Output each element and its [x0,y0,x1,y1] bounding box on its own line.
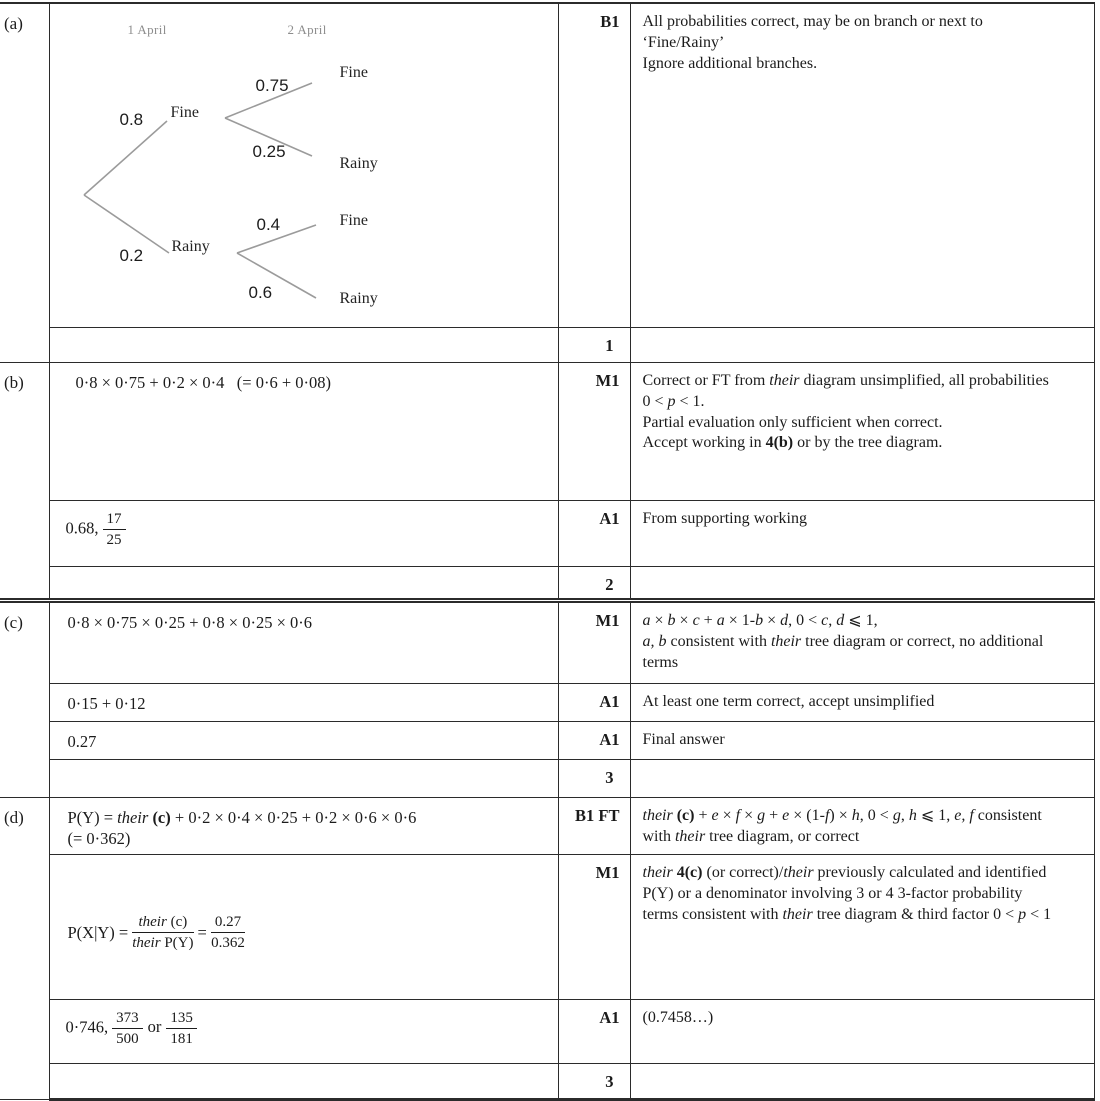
empty-comment-cell [630,328,1094,363]
tree-heading-2-april: 2 April [287,22,327,37]
fraction-027-over-0362: $\frac{0.27}{0.362}$ [211,913,245,951]
empty-working-cell [49,567,558,601]
answer-decimal: 0·746, [65,1017,109,1037]
empty-working-cell [49,760,558,798]
empty-comment-cell [630,760,1094,798]
prob-fine-fine: 0.75 [255,76,289,95]
mark-b-a1: A1 [558,501,630,567]
comment-c-a1a: At least one term correct, accept unsimplified [630,684,1094,722]
answer-decimal: 0.68, [65,518,99,538]
mark-c-a1b: A1 [558,722,630,760]
subtotal-d: 3 [558,1063,630,1099]
mark-d-a1: A1 [558,999,630,1063]
tree-diagram-cell [49,3,558,328]
mark-d-m1: M1 [558,855,630,1000]
prob-rainy: 0.2 [119,246,144,265]
working-b-a1 [49,501,558,567]
node-fine-fine: Fine [339,64,368,81]
fraction-135-181: $\frac{135}{181}$ [166,1009,197,1048]
part-label-c: (c) [0,601,49,798]
working-b-m1: 0·8 × 0·75 + 0·2 × 0·4 (= 0·6 + 0·08) [49,363,558,501]
mark-scheme-table [0,2,1095,1101]
working-d-b1: P(Y) = their (c) + 0·2 × 0·4 × 0·25 + 0·2 × 0·6 × 0·6 (= 0·362) [49,798,558,855]
working-c-m1: 0·8 × 0·75 × 0·25 + 0·8 × 0·25 × 0·6 [49,601,558,684]
node-rainy: Rainy [171,238,210,255]
empty-comment-cell [630,567,1094,601]
equation-lhs: P(X|Y) = [67,922,129,942]
comment-b-a1: From supporting working [630,501,1094,567]
fraction-373-500: $\frac{373}{500}$ [112,1009,143,1048]
mark-d-b1: B1 FT [558,798,630,855]
working-d-m1 [49,855,558,1000]
working-c-a1a: 0·15 + 0·12 [49,684,558,722]
node-fine-rainy: Rainy [339,155,378,172]
fraction-their-c-over-their-py: $\frac{\text{their (c)}}{\text{their P(Y)}}$ [132,913,194,951]
fraction-17-25: $\frac{17}{25}$ [103,510,126,549]
subtotal-b: 2 [558,567,630,601]
mark-c-a1a: A1 [558,684,630,722]
comment-b-m1: Correct or FT from their diagram unsimplified, all probabilities 0 < p < 1. Partial evaluation only sufficient when correct. Accept working in 4(b) or by the tree diagram. [630,363,1094,501]
tree-heading-1-april: 1 April [127,22,167,37]
prob-rainy-rainy: 0.6 [248,283,273,302]
comment-c-m1: a × b × c + a × 1-b × d, 0 < c, d ⩽ 1, a, b consistent with their tree diagram or correct, no additional terms [630,601,1094,684]
comment-d-a1: (0.7458…) [630,999,1094,1063]
part-label-d: (d) [0,798,49,1100]
comment-a-b1: All probabilities correct, may be on branch or next to ‘Fine/Rainy’ Ignore additional branches. [630,3,1094,328]
node-fine: Fine [170,104,199,121]
prob-fine-rainy: 0.25 [252,142,286,161]
prob-rainy-fine: 0.4 [256,215,281,234]
part-label-a: (a) [0,3,49,363]
node-rainy-fine: Fine [339,212,368,229]
comment-c-a1b: Final answer [630,722,1094,760]
comment-d-m1: their 4(c) (or correct)/their previously calculated and identified P(Y) or a denominator involving 3 or 4 3-factor probability terms consistent with their tree diagram & third factor 0 < p < 1 [630,855,1094,1000]
tree-branch-lines [50,4,559,327]
empty-comment-cell [630,1063,1094,1099]
comment-d-b1: their (c) + e × f × g + e × (1-f) × h, 0 < g, h ⩽ 1, e, f consistent with their tree diagram, or correct [630,798,1094,855]
mark-a-b1: B1 [558,3,630,328]
subtotal-c: 3 [558,760,630,798]
or-text: or [147,1017,162,1037]
equals-sign: = [197,922,207,942]
working-c-a1b: 0.27 [49,722,558,760]
conditional-probability-equation [68,907,550,952]
mark-b-m1: M1 [558,363,630,501]
working-d-a1 [49,999,558,1063]
subtotal-a: 1 [558,328,630,363]
empty-working-cell [49,328,558,363]
mark-c-m1: M1 [558,601,630,684]
prob-fine: 0.8 [119,110,144,129]
probability-tree-diagram [50,4,559,327]
empty-working-cell [49,1063,558,1099]
part-label-b: (b) [0,363,49,601]
node-rainy-rainy: Rainy [339,290,378,307]
